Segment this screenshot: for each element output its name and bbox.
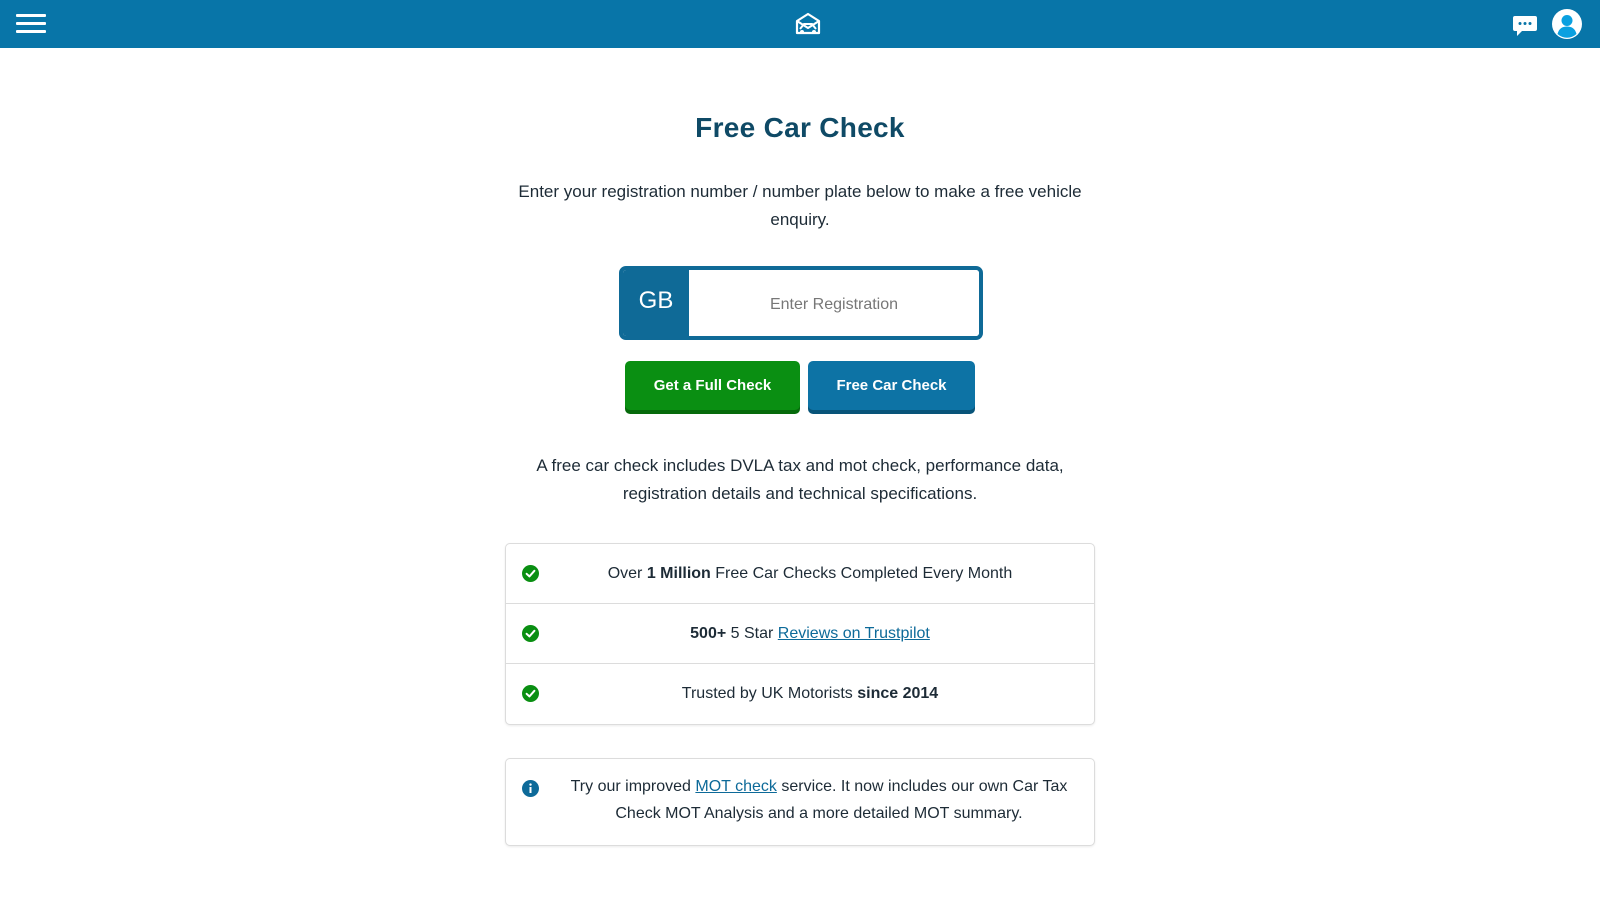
car-envelope-logo-icon[interactable] (793, 12, 823, 36)
top-navigation-bar (0, 0, 1600, 48)
get-full-check-button[interactable]: Get a Full Check (625, 361, 800, 410)
mot-check-link[interactable]: MOT check (695, 778, 777, 795)
info-circle-icon (522, 780, 539, 797)
check-description: A free car check includes DVLA tax and mot check, performance data, registration details and technical specifications. (536, 456, 1064, 503)
feature-text: Trusted by UK Motorists since 2014 (681, 685, 939, 702)
registration-input[interactable] (689, 270, 979, 336)
user-account-icon[interactable] (1552, 9, 1582, 39)
page-title: Free Car Check (695, 112, 905, 143)
registration-plate-field (619, 266, 983, 340)
intro-text: Enter your registration number / number plate below to make a free vehicle enquiry. (518, 182, 1082, 229)
feature-text: 500+ 5 Star Reviews on Trustpilot (690, 624, 930, 642)
mot-info-box (505, 758, 1095, 846)
feature-row-trusted (506, 664, 1094, 724)
check-circle-icon (522, 625, 539, 642)
feature-text: Over 1 Million Free Car Checks Completed Every Month (607, 564, 1013, 582)
info-text: Try our improved MOT check service. It now includes our own Car Tax Check MOT Analysis and a more detailed MOT summary. (570, 778, 1068, 822)
hamburger-menu-icon[interactable] (16, 14, 46, 34)
free-car-check-button[interactable]: Free Car Check (808, 361, 975, 410)
features-list (505, 543, 1095, 725)
check-circle-icon (522, 565, 539, 582)
gb-country-label: GB (623, 270, 689, 336)
feature-row-reviews (506, 604, 1094, 664)
check-circle-icon (522, 685, 539, 702)
trustpilot-reviews-link[interactable]: Reviews on Trustpilot (777, 624, 930, 642)
feature-row-checks (506, 544, 1094, 604)
chat-bubble-icon[interactable] (1512, 12, 1538, 38)
